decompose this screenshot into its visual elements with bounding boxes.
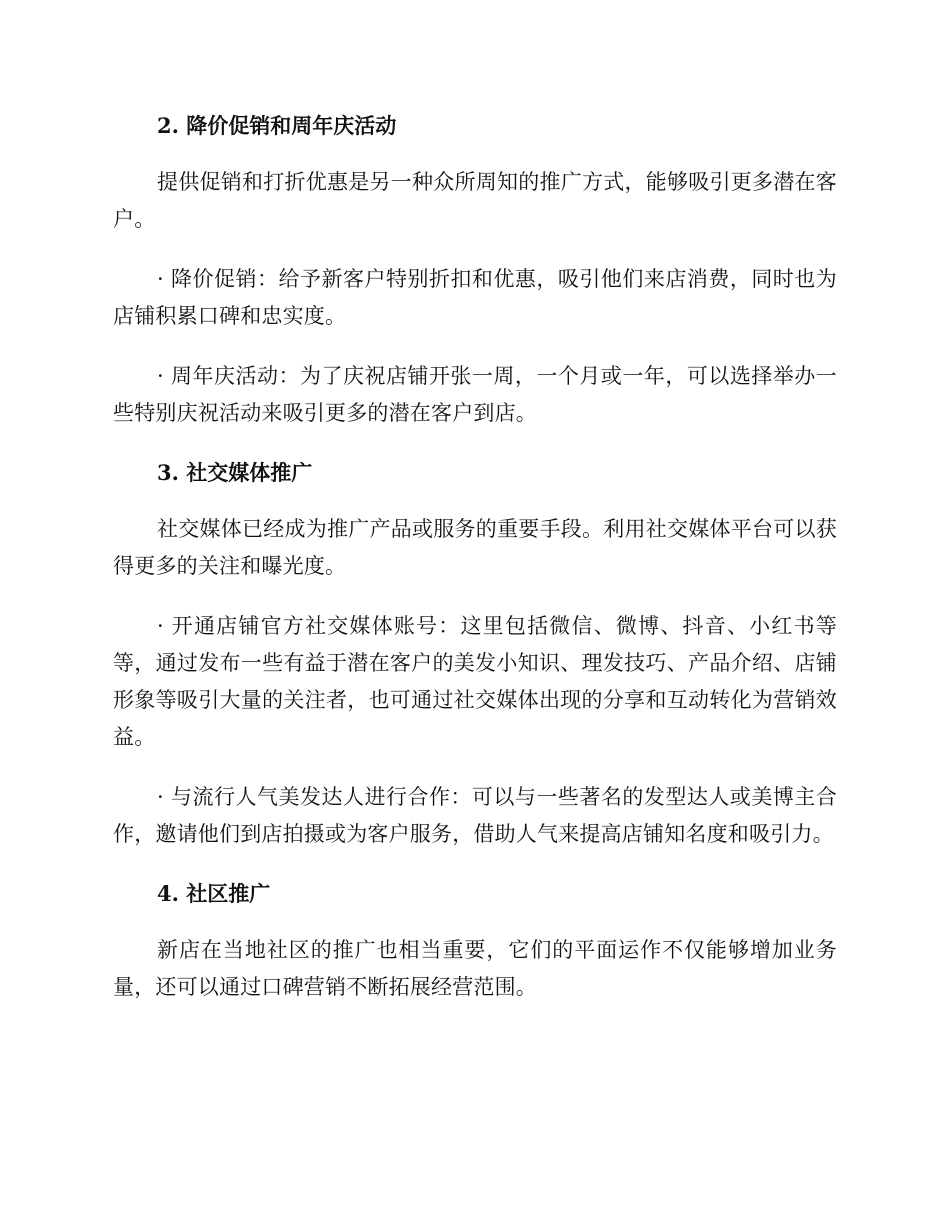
paragraph-official-accounts: · 开通店铺官方社交媒体账号：这里包括微信、微博、抖音、小红书等等，通过发布一些有益于潜在客户的美发小知识、理发技巧、产品介绍、店铺形象等吸引大量的关注者，也可通过社交媒体出现的分享和互动转化为营销效益。 bbox=[113, 614, 837, 749]
paragraph-anniversary-event: · 周年庆活动：为了庆祝店铺开张一周，一个月或一年，可以选择举办一些特别庆祝活动来吸引更多的潜在客户到店。 bbox=[113, 364, 837, 425]
document-body bbox=[113, 108, 837, 1029]
section-heading-social-media: 3. 社交媒体推广 bbox=[157, 460, 313, 485]
section-heading-community: 4. 社区推广 bbox=[157, 881, 271, 906]
paragraph-influencer-cooperation: · 与流行人气美发达人进行合作：可以与一些著名的发型达人或美博主合作，邀请他们到店拍摄或为客户服务，借助人气来提高店铺知名度和吸引力。 bbox=[113, 785, 837, 846]
paragraph-price-discount: · 降价促销：给予新客户特别折扣和优惠，吸引他们来店消费，同时也为店铺积累口碑和忠实度。 bbox=[113, 267, 837, 328]
paragraph-promotions-intro: 提供促销和打折优惠是另一种众所周知的推广方式，能够吸引更多潜在客户。 bbox=[113, 170, 837, 231]
section-heading-promotions: 2. 降价促销和周年庆活动 bbox=[157, 113, 397, 138]
paragraph-community-intro: 新店在当地社区的推广也相当重要，它们的平面运作不仅能够增加业务量，还可以通过口碑营销不断拓展经营范围。 bbox=[113, 938, 837, 999]
paragraph-social-media-intro: 社交媒体已经成为推广产品或服务的重要手段。利用社交媒体平台可以获得更多的关注和曝光度。 bbox=[113, 517, 837, 578]
